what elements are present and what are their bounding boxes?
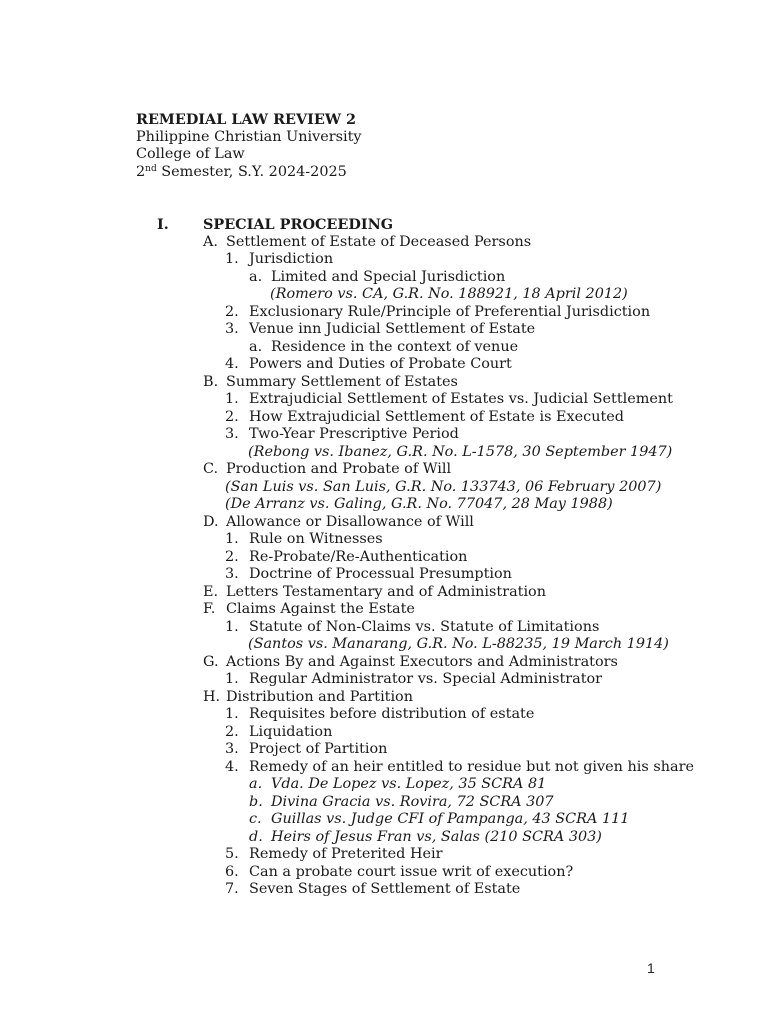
outline-marker: 1.	[225, 671, 239, 687]
outline-item	[0, 409, 768, 427]
outline-item	[0, 461, 768, 479]
outline-item	[0, 216, 768, 234]
outline-text: Limited and Special Jurisdiction	[271, 268, 506, 285]
outline-marker: 3.	[225, 321, 239, 337]
outline-text: Statute of Non-Claims vs. Statute of Limitations	[249, 618, 600, 635]
outline-marker: d.	[249, 828, 263, 845]
semester-line	[136, 164, 362, 182]
outline-text: Allowance or Disallowance of Will	[226, 513, 474, 530]
outline-item	[0, 636, 768, 654]
outline-item	[0, 356, 768, 374]
outline-text: Seven Stages of Settlement of Estate	[249, 881, 521, 897]
outline-item	[0, 829, 768, 847]
outline-text: How Extrajudicial Settlement of Estate is Executed	[249, 408, 625, 425]
case-citation: Vda. De Lopez vs. Lopez, 35 SCRA 81	[271, 776, 547, 792]
outline-text: Remedy of an heir entitled to residue but not given his share	[249, 758, 694, 775]
outline-text: Distribution and Partition	[226, 688, 413, 705]
outline-item	[0, 811, 768, 829]
outline-marker: F.	[203, 601, 216, 617]
course-outline	[0, 216, 768, 899]
outline-text: Settlement of Estate of Deceased Persons	[226, 233, 532, 250]
outline-item	[0, 776, 768, 794]
outline-text: Rule on Witnesses	[249, 531, 383, 547]
outline-item	[0, 321, 768, 339]
outline-text: Doctrine of Processual Presumption	[249, 566, 512, 582]
outline-item	[0, 584, 768, 602]
outline-item	[0, 689, 768, 707]
outline-item	[0, 601, 768, 619]
outline-item	[0, 706, 768, 724]
outline-marker: a.	[249, 776, 263, 792]
outline-marker: a.	[249, 338, 263, 355]
university-name: Philippine Christian University	[136, 128, 362, 145]
outline-item	[0, 286, 768, 304]
outline-item	[0, 881, 768, 899]
outline-text: Residence in the context of venue	[271, 338, 519, 355]
outline-text: Re-Probate/Re-Authentication	[249, 548, 468, 565]
outline-text: Claims Against the Estate	[226, 601, 415, 617]
outline-item	[0, 654, 768, 672]
outline-marker: D.	[203, 513, 219, 530]
outline-item	[0, 391, 768, 409]
case-citation: Heirs of Jesus Fran vs, Salas (210 SCRA 303)	[271, 828, 602, 845]
outline-marker: 7.	[225, 881, 239, 897]
outline-marker: 3.	[225, 426, 239, 442]
outline-item	[0, 619, 768, 637]
outline-item	[0, 846, 768, 864]
outline-marker: 2.	[225, 548, 239, 565]
outline-item	[0, 479, 768, 497]
outline-item	[0, 724, 768, 742]
case-citation: Divina Gracia vs. Rovira, 72 SCRA 307	[271, 793, 554, 810]
outline-marker: I.	[157, 216, 169, 233]
case-citation: (Romero vs. CA, G.R. No. 188921, 18 April 2012)	[270, 286, 628, 302]
document-header	[136, 111, 362, 181]
outline-item	[0, 549, 768, 567]
case-citation: (Rebong vs. Ibanez, G.R. No. L-1578, 30 September 1947)	[248, 443, 673, 460]
outline-text: SPECIAL PROCEEDING	[203, 216, 394, 233]
outline-text: Project of Partition	[249, 741, 388, 757]
outline-text: Remedy of Preterited Heir	[249, 846, 443, 862]
outline-marker: 4.	[225, 758, 239, 775]
case-citation: (De Arranz vs. Galing, G.R. No. 77047, 28 May 1988)	[225, 496, 613, 512]
outline-marker: 2.	[225, 408, 239, 425]
outline-item	[0, 514, 768, 532]
outline-marker: 1.	[225, 251, 239, 267]
college-name: College of Law	[136, 146, 245, 162]
outline-item	[0, 566, 768, 584]
outline-marker: b.	[249, 793, 263, 810]
outline-text: Production and Probate of Will	[226, 461, 452, 477]
outline-item	[0, 759, 768, 777]
outline-marker: 4.	[225, 356, 239, 372]
outline-marker: 6.	[225, 863, 239, 880]
outline-item	[0, 426, 768, 444]
case-citation: Guillas vs. Judge CFI of Pampanga, 43 SCRA 111	[271, 811, 630, 827]
outline-text: Actions By and Against Executors and Administrators	[226, 653, 618, 670]
outline-text: Venue inn Judicial Settlement of Estate	[249, 321, 536, 337]
outline-marker: 1.	[225, 391, 239, 407]
outline-marker: 5.	[225, 846, 239, 862]
page-number: 1	[647, 960, 655, 976]
outline-marker: 1.	[225, 531, 239, 547]
semester-suffix: nd	[145, 163, 157, 174]
outline-marker: 3.	[225, 741, 239, 757]
outline-item	[0, 741, 768, 759]
outline-item	[0, 339, 768, 357]
outline-marker: 1.	[225, 706, 239, 722]
outline-marker: 3.	[225, 566, 239, 582]
outline-text: Can a probate court issue writ of execution?	[249, 863, 574, 880]
outline-marker: B.	[203, 373, 219, 390]
outline-text: Jurisdiction	[249, 251, 334, 267]
outline-text: Two-Year Prescriptive Period	[249, 426, 459, 442]
outline-text: Letters Testamentary and of Administration	[226, 583, 546, 600]
outline-text: Extrajudicial Settlement of Estates vs. Judicial Settlement	[249, 391, 673, 407]
outline-marker: a.	[249, 268, 263, 285]
outline-item	[0, 374, 768, 392]
outline-marker: G.	[203, 653, 219, 670]
outline-item	[0, 304, 768, 322]
semester-rest: Semester, S.Y. 2024-2025	[156, 163, 347, 180]
outline-item	[0, 496, 768, 514]
outline-text: Powers and Duties of Probate Court	[249, 356, 512, 372]
outline-text: Summary Settlement of Estates	[226, 373, 458, 390]
outline-item	[0, 531, 768, 549]
outline-item	[0, 671, 768, 689]
course-title: REMEDIAL LAW REVIEW 2	[136, 111, 357, 128]
outline-marker: 1.	[225, 618, 239, 635]
outline-text: Requisites before distribution of estate	[249, 706, 535, 722]
outline-item	[0, 794, 768, 812]
outline-text: Regular Administrator vs. Special Administrator	[249, 671, 603, 687]
outline-marker: H.	[203, 688, 221, 705]
outline-text: Exclusionary Rule/Principle of Preferential Jurisdiction	[249, 303, 651, 320]
semester-number: 2	[136, 163, 146, 180]
outline-item	[0, 864, 768, 882]
outline-item	[0, 269, 768, 287]
case-citation: (Santos vs. Manarang, G.R. No. L-88235, 19 March 1914)	[248, 636, 669, 652]
outline-marker: C.	[203, 461, 219, 477]
outline-text: Liquidation	[249, 723, 333, 740]
outline-item	[0, 234, 768, 252]
case-citation: (San Luis vs. San Luis, G.R. No. 133743, 06 February 2007)	[225, 478, 662, 495]
outline-marker: A.	[203, 233, 218, 250]
outline-item	[0, 444, 768, 462]
outline-marker: 2.	[225, 723, 239, 740]
outline-marker: c.	[249, 811, 262, 827]
outline-marker: E.	[203, 583, 219, 600]
outline-item	[0, 251, 768, 269]
outline-marker: 2.	[225, 303, 239, 320]
